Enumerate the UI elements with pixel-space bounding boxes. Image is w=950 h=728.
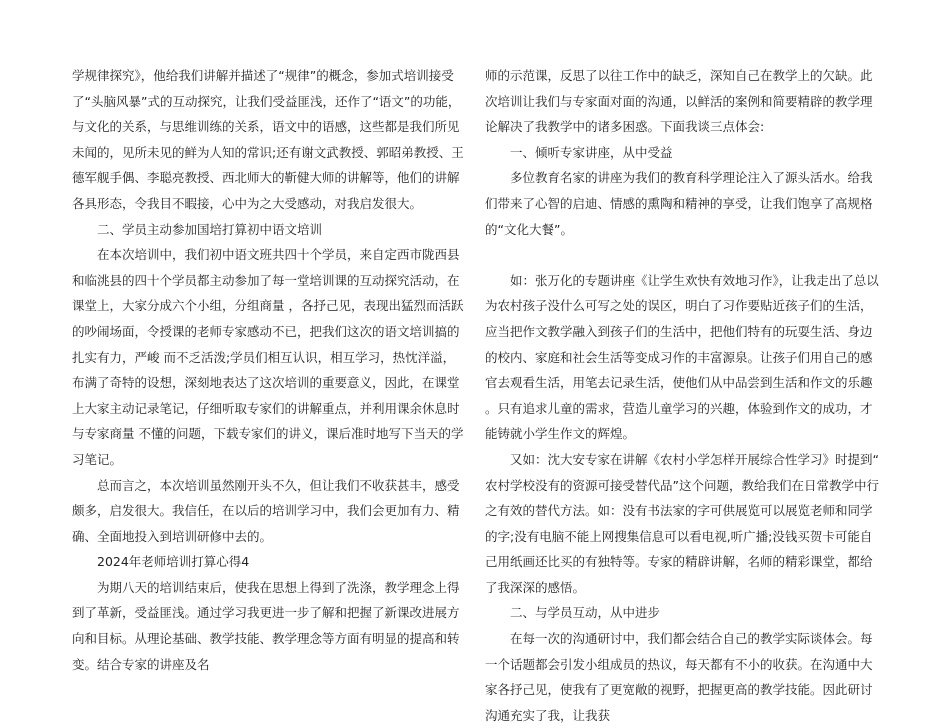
article-title: 2024年老师培训打算心得4 <box>97 554 250 570</box>
left-column <box>72 63 464 677</box>
paragraph: 总而言之，本次培训虽然刚开头不久，但让我们不收获甚丰，感受颇多，启发很大。我信任，在以后的培训学习中，我们会更加有力、精确、全面地投入到培训研修中去的。 <box>72 477 460 544</box>
right-column <box>485 63 879 728</box>
section-heading: 二、与学员互动，从中进步 <box>510 605 661 621</box>
blank-line <box>485 242 879 268</box>
section-heading: 一、倾听专家讲座，从中受益 <box>510 144 673 160</box>
paragraph: 又如：沈大安专家在讲解《农村小学怎样开展综合性学习》时提到“农村学校没有的资源可接受替代品”这个问题，教给我们在日常教学中行之有效的替代方法。如：没有书法家的字可供展览可以展览老师和同学的字;没有电脑不能上网搜集信息可以看电视,听广播;没钱买贺卡可能自己用纸画还比买的有独特等。专家的精辟讲解，名师的精彩课堂，都给了我深深的感悟。 <box>485 451 879 595</box>
paragraph: 学规律探究》，他给我们讲解并描述了“规律”的概念，参加式培训接受了“头脑风暴”式的互动探究，让我们受益匪浅，还作了“语文”的功能，与文化的关系，与思维训练的关系，语文中的语感，这些都是我们所见未闻的，见所未见的鲜为人知的常识;还有谢文武教授、郭昭弟教授、王德军舰手偶、李聪亮教授、西北师大的靳健大师的讲解等，他们的讲解各具形态，令我目不暇接，心中为之大受感动，对我启发很大。 <box>72 68 464 211</box>
section-heading: 二、学员主动参加国培打算初中语文培训 <box>97 221 323 237</box>
paragraph: 为期八天的培训结束后，使我在思想上得到了洗涤，教学理念上得到了革新，受益匪浅。通过学习我更进一步了解和把握了新课改进展方向和目标。从理论基础、教学技能、教学理念等方面有明显的提高和转变。结合专家的讲座及名 <box>72 579 460 672</box>
paragraph: 师的示范课，反思了以往工作中的缺乏，深知自己在教学上的欠缺。此次培训让我们与专家面对面的沟通，以鲜活的案例和简要精辟的教学理论解决了我教学中的诸多困惑。下面我谈三点体会: <box>485 68 873 135</box>
paragraph: 如：张万化的专题讲座《让学生欢快有效地习作》，让我走出了总以为农村孩子没什么可写之处的误区，明白了习作要贴近孩子们的生活，应当把作文教学融入到孩子们的生活中，把他们特有的玩耍生活、身边的校内、家庭和社会生活等变成习作的丰富源泉。让孩子们用自己的感官去观看生活，用笔去记录生活，使他们从中品尝到生活和作文的乐趣。只有追求儿童的需求，营造儿童学习的兴趣，体验到作文的成功，才能铸就小学生作文的辉煌。 <box>485 272 879 442</box>
paragraph: 多位教育名家的讲座为我们的教育科学理论注入了源头活水。给我们带来了心智的启迪、情感的熏陶和精神的享受，让我们饱享了高规格的“文化大餐”。 <box>485 170 873 237</box>
paragraph: 在每一次的沟通研讨中，我们都会结合自己的教学实际谈体会。每一个话题都会引发小组成员的热议，每天都有不小的收获。在沟通中大家各抒己见，使我有了更宽敞的视野，把握更高的教学技能。因此研讨沟通充实了我，让我获 <box>485 631 873 723</box>
paragraph: 在本次培训中，我们初中语文班共四十个学员，来自定西市陇西县和临洮县的四十个学员都主动参加了每一堂培训课的互动探究活动，在课堂上，大家分成六个小组，分组商量 ，各抒己见，表现出猛烈而活跃的吵闹场面，令授课的老师专家感动不已，把我们这次的语文培训搞的扎实有力，严峻 而不乏活泼;学员们相互认识，相互学习，热忱洋溢，布满了奇特的设想，深刻地表达了这次培训的重要意义，因此，在课堂上大家主动记录笔记，仔细听取专家们的讲解重点，并利用课余休息时与专家商量 不懂的问题，下载专家们的讲义，课后准时地写下当天的学习笔记。 <box>72 247 464 467</box>
